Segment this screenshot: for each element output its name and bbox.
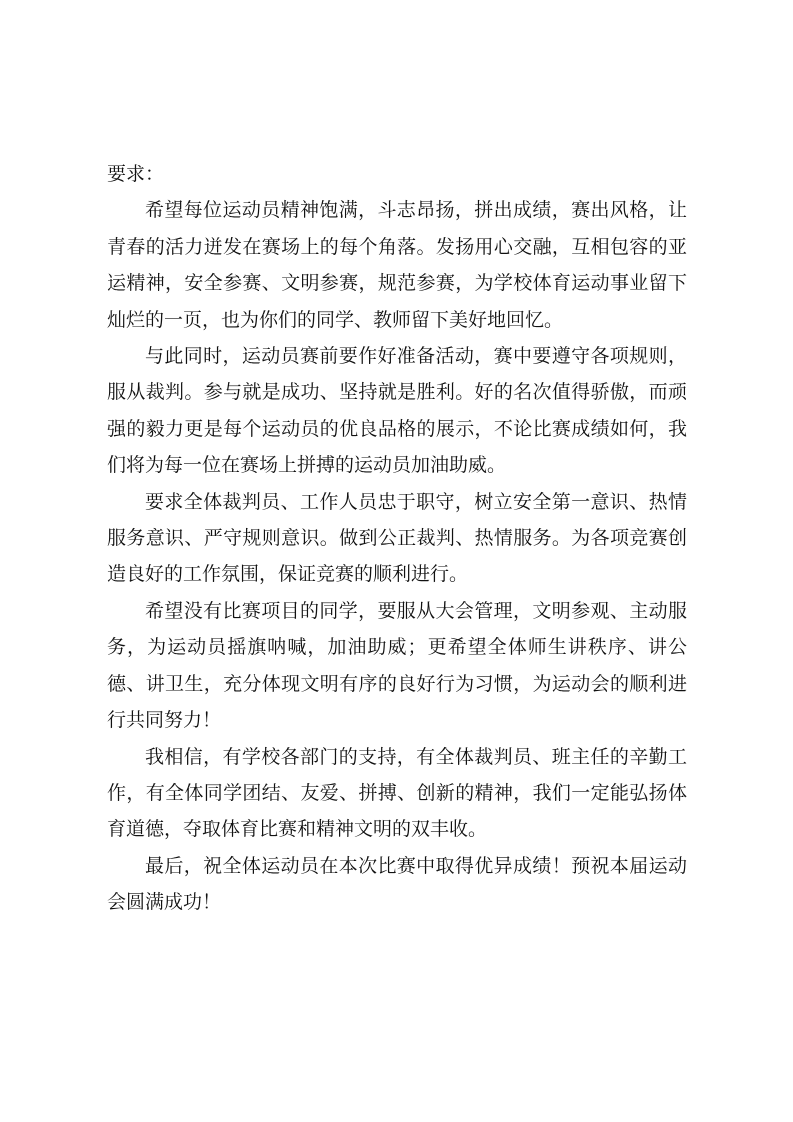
paragraph-athletes-spirit: 希望每位运动员精神饱满，斗志昂扬，拼出成绩，赛出风格，让青春的活力迸发在赛场上的每个角落。发扬用心交融，互相包容的亚运精神，安全参赛、文明参赛，规范参赛，为学校体育运动事业留下灿烂的一页，也为你们的同学、教师留下美好地回忆。 — [107, 199, 687, 331]
paragraph-confidence: 我相信，有学校各部门的支持，有全体裁判员、班主任的辛勤工作，有全体同学团结、友爱、拼搏、创新的精神，我们一定能弘扬体育道德，夺取体育比赛和精神文明的双丰收。 — [107, 745, 687, 841]
document-body — [107, 156, 687, 921]
paragraph-athletes-conduct: 与此同时，运动员赛前要作好准备活动，赛中要遵守各项规则，服从裁判。参与就是成功、坚持就是胜利。好的名次值得骄傲，而顽强的毅力更是每个运动员的优良品格的展示，不论比赛成绩如何，我们将为每一位在赛场上拼搏的运动员加油助威。 — [107, 345, 687, 477]
paragraph-spectators: 希望没有比赛项目的同学，要服从大会管理，文明参观、主动服务，为运动员摇旗呐喊，加油助威；更希望全体师生讲秩序、讲公德、讲卫生，充分体现文明有序的良好行为习惯，为运动会的顺利进行共同努力！ — [107, 599, 687, 732]
paragraph-closing-wishes: 最后，祝全体运动员在本次比赛中取得优异成绩！预祝本届运动会圆满成功！ — [107, 854, 687, 914]
paragraph-referees: 要求全体裁判员、工作人员忠于职守，树立安全第一意识、热情服务意识、严守规则意识。做到公正裁判、热情服务。为各项竞赛创造良好的工作氛围，保证竞赛的顺利进行。 — [107, 490, 687, 586]
section-heading: 要求： — [107, 163, 165, 185]
